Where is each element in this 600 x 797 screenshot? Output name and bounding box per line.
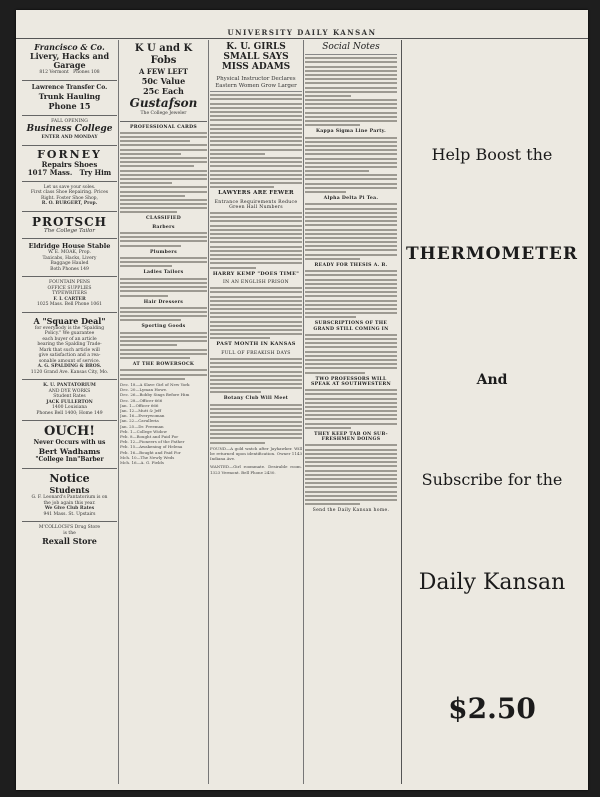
ad-line: is the xyxy=(63,530,76,536)
classified-heading: Sporting Goods xyxy=(141,324,186,330)
ad-line: Let us save your soles. xyxy=(43,184,96,190)
ad-title: Lawrence Transfer Co. xyxy=(31,83,108,91)
classified-heading: Barbers xyxy=(152,224,175,230)
schedule-item: Feb. 12—Pioneers of the Father xyxy=(120,439,185,445)
ad-line: 1025 Mass. Bell Phone 1061 xyxy=(36,302,102,307)
ad-line: AND DYE WORKS xyxy=(48,388,91,394)
ad-leonard xyxy=(22,469,117,522)
article-heading: THEY KEEP TAB ON SUB-FRESHMEN DOINGS xyxy=(314,431,388,443)
ad-carter xyxy=(22,277,117,313)
ad-line: 1017 Mass. Try Him xyxy=(27,167,112,177)
ad-line: 25c Each xyxy=(143,86,184,96)
schedule-item: Dec. 18—A Slave Girl of New York xyxy=(120,381,190,387)
schedule-item: Dec. 20—Lyman Howe. xyxy=(120,387,168,393)
schedule-item: Mch. 16—A. G. Fields xyxy=(120,459,164,465)
ad-line: W. E. MOAK, Prop. xyxy=(48,250,91,255)
article-deck: IN AN ENGLISH PRISON xyxy=(223,279,289,285)
schedule-item: Jan. 16—Everywoman xyxy=(120,413,165,419)
ad-line: ENTER AND MONDAY xyxy=(41,135,98,140)
column-cards xyxy=(120,40,207,784)
article-heading: READY FOR THESIS A. B. xyxy=(314,262,388,268)
classified-found: FOUND—A gold watch after Jayhawker. Will be returned upon identification. Owner 1143 Indiana Ave. xyxy=(210,445,302,462)
ad-line: 941 Mass. St. Upstairs xyxy=(43,511,96,517)
bowersock-schedule xyxy=(120,382,207,465)
ad-logo: Gustafson xyxy=(129,96,198,110)
ad-line-thermometer: THERMOMETER xyxy=(406,244,578,264)
ad-line: TYPEWRITERS xyxy=(52,291,87,296)
ad-line: We Give Club Rates xyxy=(44,506,95,511)
ad-wadhams xyxy=(22,421,117,469)
ad-line: Student Rates xyxy=(53,394,86,399)
column-rule xyxy=(303,40,304,784)
ad-line: K. U. PANTATORIUM xyxy=(43,383,96,388)
ad-line: M'COLLOCH'S Drug Store xyxy=(38,525,101,530)
ad-line: Livery, Hacks and xyxy=(29,51,110,61)
ad-eldridge xyxy=(22,239,117,277)
article-heading: TWO PROFESSORS WILL SPEAK AT SOUTHWESTERN xyxy=(310,376,392,387)
ad-line: G. F. Leonard's Pantatorium is on xyxy=(31,495,108,500)
ad-title: Rexall Store xyxy=(42,536,97,546)
ad-line: A. G. SPALDING & BROS. xyxy=(37,364,102,369)
subscription-ad xyxy=(401,40,582,784)
ad-line: Repairs Shoes xyxy=(41,159,98,169)
ad-line: each buyer of an article xyxy=(42,336,97,342)
masthead-title: UNIVERSITY DAILY KANSAN xyxy=(227,28,377,37)
schedule-item: Mch. 10—The Newly Weds xyxy=(120,454,175,460)
schedule-item: Feb. 1—College Widow xyxy=(120,428,167,434)
ad-line: OFFICE SUPPLIES xyxy=(47,285,92,291)
article-heading: SUBSCRIPTIONS OF THE GRAND STILL COMING IN xyxy=(313,321,389,332)
masthead xyxy=(16,16,588,39)
ad-title: PROTSCH xyxy=(32,214,107,229)
professional-cards xyxy=(120,132,207,214)
headline-deck: Physical Instructor Declares Eastern Women Grow Larger xyxy=(210,74,302,92)
ad-line: Both Phones 149 xyxy=(50,266,89,272)
ad-line: give satisfaction and a rea- xyxy=(38,353,101,358)
ad-title: A "Square Deal" xyxy=(33,315,106,326)
column-rule xyxy=(118,40,119,784)
ad-spalding xyxy=(22,313,117,381)
column-news xyxy=(210,40,302,784)
ad-line: Baggage Hauled xyxy=(50,261,89,266)
schedule-item: Dec. 26—Bobby Sings Before Him xyxy=(120,392,190,398)
section-heading: AT THE BOWERSOCK xyxy=(132,361,195,367)
schedule-item: Jan. 12—Mutt & Jeff xyxy=(120,407,161,413)
ad-title: FORNEY xyxy=(37,147,102,161)
ad-pantatorium xyxy=(22,380,117,421)
ad-line: Trunk Hauling xyxy=(38,91,101,101)
social-heading: Alpha Delta Pi Tea. xyxy=(323,196,379,202)
ad-line: the job again this year. xyxy=(43,500,96,506)
classified-heading: Hair Dressers xyxy=(143,299,184,305)
section-heading: PROFESSIONAL CARDS xyxy=(129,124,198,130)
column-social xyxy=(305,40,397,784)
ad-line: Policy." We guarantee xyxy=(44,331,95,336)
ad-line: 1120 Grand Ave. Kansas City, Mo. xyxy=(30,369,109,375)
ad-title: OUCH! xyxy=(44,424,95,439)
ad-line: R. O. BURGERT, Prop. xyxy=(41,201,98,206)
closing-line: Send the Daily Kansan home. xyxy=(312,508,390,514)
article-deck: Entrance Requirements Reduce Green Hall Numbers xyxy=(214,199,298,210)
column-rule xyxy=(208,40,209,784)
schedule-item: Jan. 22—Cavalleria xyxy=(120,418,159,424)
schedule-item: Dec. 28—Officer 666 xyxy=(120,397,163,403)
newspaper-page xyxy=(16,10,588,790)
section-title: Social Notes xyxy=(322,42,380,52)
section-heading: CLASSIFIED xyxy=(145,216,182,222)
ad-protsch xyxy=(22,212,117,240)
ad-shoe-repair xyxy=(22,182,117,212)
ad-title: Business College xyxy=(26,124,113,134)
ad-line: Phone 15 xyxy=(48,100,91,111)
ad-line: bearing the Spalding Trade- xyxy=(37,342,102,347)
ad-line: A FEW LEFT xyxy=(139,67,188,76)
ad-line: Garage xyxy=(53,60,86,70)
ad-title: Eldridge House Stable xyxy=(28,242,111,250)
ad-title: K U and K Fobs xyxy=(134,43,193,66)
schedule-item: Feb. 8—Bought and Paid For xyxy=(120,433,179,439)
ad-business-college xyxy=(22,116,117,146)
social-heading: Kappa Sigma Line Party. xyxy=(315,129,386,135)
ad-line: The College Jeweler xyxy=(140,111,187,116)
classified-wanted: WANTED—Girl roommate. Desirable room. 1323 Vermont. Bell Phone 2430. xyxy=(210,464,302,475)
ad-line-and: And xyxy=(476,372,508,388)
ad-gustafson xyxy=(120,40,207,122)
ad-line: FOUNTAIN PENS xyxy=(48,280,91,285)
schedule-item: Feb. 16—Bought and Paid For xyxy=(120,449,181,455)
column-ads-left xyxy=(22,40,117,784)
classified-heading: Plumbers xyxy=(150,249,177,255)
ad-line: Students xyxy=(49,485,90,495)
ad-line: 50c Value xyxy=(141,76,186,86)
ad-line: Phones Bell 1400; Home 149 xyxy=(36,410,103,416)
ad-title: Notice xyxy=(49,472,90,485)
ad-line: "College Inn"Barber xyxy=(35,456,104,463)
ad-line: JACK FULLERTON xyxy=(46,399,93,405)
ad-line: for everybody is the "Spalding xyxy=(34,325,105,331)
ad-line: F. I. CARTER xyxy=(53,296,86,302)
ad-line: Bert Wadhams xyxy=(38,447,101,456)
article-heading: Botany Club Will Meet xyxy=(223,396,289,402)
article-heading: PAST MONTH IN KANSAS xyxy=(216,341,296,348)
ad-francisco xyxy=(22,40,117,81)
schedule-item: Jan. 1—Officer 666 xyxy=(120,402,159,408)
ad-footer: 812 Vermont Phones 108 xyxy=(39,70,100,75)
ad-line: Right. Foster Shoe Shop, xyxy=(40,195,98,201)
ad-lawrence-transfer xyxy=(22,81,117,116)
ad-line: FALL OPENING xyxy=(51,118,88,124)
ad-line-daily-kansan: Daily Kansan xyxy=(418,570,566,595)
ad-line-subscribe: Subscribe for the xyxy=(421,470,563,489)
article-heading: LAWYERS ARE FEWER xyxy=(218,190,294,197)
schedule-item: Feb. 15—Awakening of Helena xyxy=(120,444,183,450)
article-deck: FULL OF FREAKISH DAYS xyxy=(221,350,291,356)
schedule-item: Jan. 25—Dr. Freeman xyxy=(120,423,164,429)
ad-rexall xyxy=(22,522,117,550)
ad-title: Francisco & Co. xyxy=(34,42,105,52)
ad-line: First class Shoe Repairing. Prices xyxy=(30,190,109,195)
ad-line: sonable amount of service. xyxy=(38,358,101,364)
headline: K. U. GIRLS SMALL SAYS MISS ADAMS xyxy=(221,42,291,72)
classified-heading: Ladies Tailors xyxy=(143,270,184,276)
ad-forney xyxy=(22,146,117,182)
article-heading: HARRY KEMP "DOES TIME" xyxy=(212,270,300,277)
ad-line-help: Help Boost the xyxy=(431,145,553,164)
ad-line: Taxicabs, Hacks, Livery xyxy=(42,255,97,261)
ad-price: $2.50 xyxy=(448,692,536,725)
ad-line: The College Tailor xyxy=(43,227,95,234)
ad-line: Never Occurs with us xyxy=(33,439,106,446)
ad-line: 1400 Louisiana xyxy=(52,405,87,410)
ad-line: Mark that such article will xyxy=(39,347,100,353)
